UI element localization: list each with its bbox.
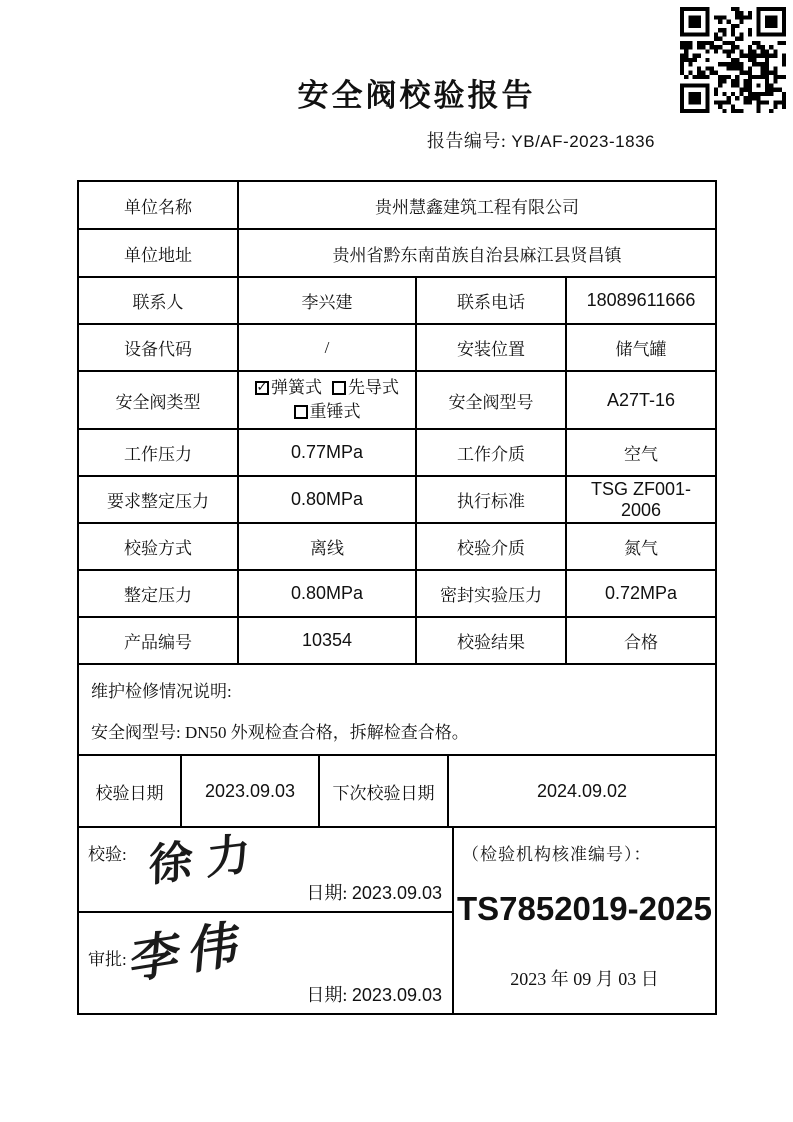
unit-name-value: 贵州慧鑫建筑工程有限公司 xyxy=(375,197,579,217)
verify-signature-handwriting: 徐力 xyxy=(148,827,265,892)
approval-date: 2023 年 09 月 03 日 xyxy=(510,969,659,989)
contact-value: 李兴建 xyxy=(239,278,417,323)
verify-signature-row xyxy=(79,828,452,913)
phone-value: 18089611666 xyxy=(586,290,696,310)
maintenance-notes-text: 安全阀型号: DN50 外观检查合格，拆解检查合格。 xyxy=(91,722,469,742)
calibration-method-label: 校验方式 xyxy=(79,524,239,569)
set-pressure-value: 0.80MPa xyxy=(239,571,417,616)
working-pressure-label: 工作压力 xyxy=(79,430,239,475)
table-row-unit-name xyxy=(79,182,715,230)
device-code-label: 设备代码 xyxy=(79,325,239,370)
report-table xyxy=(77,180,717,1015)
contact-label: 联系人 xyxy=(79,278,239,323)
result-label: 校验结果 xyxy=(417,618,567,663)
valve-type-checkboxes xyxy=(239,372,417,428)
signature-column xyxy=(79,828,454,1013)
checkbox-checked-icon: ✓ xyxy=(256,379,268,395)
report-number xyxy=(427,127,655,153)
seal-test-pressure-value: 0.72MPa xyxy=(604,583,678,603)
calibration-method-value: 离线 xyxy=(239,524,417,569)
calibration-medium-value: 氮气 xyxy=(624,539,658,558)
checkbox-lever-label: 重锤式 xyxy=(309,401,361,421)
report-number-label: 报告编号: xyxy=(426,131,512,151)
table-row-device-code xyxy=(79,325,715,372)
valve-type-label: 安全阀类型 xyxy=(79,372,239,428)
required-set-pressure-value: 0.80MPa xyxy=(239,477,417,522)
verify-date: 日期: 2023.09.03 xyxy=(306,883,442,903)
seal-test-pressure-label: 密封实验压力 xyxy=(417,571,567,616)
install-location-value: 储气罐 xyxy=(615,340,667,359)
checkbox-pilot-label: 先导式 xyxy=(348,378,399,398)
table-row-calibration-method xyxy=(79,524,715,571)
report-number-value: YB/AF-2023-1836 xyxy=(511,132,655,151)
next-calibration-date-label: 下次校验日期 xyxy=(320,756,449,826)
maintenance-notes xyxy=(79,665,715,754)
table-row-product-no xyxy=(79,618,715,665)
approve-date: 日期: 2023.09.03 xyxy=(306,985,442,1005)
table-row-unit-address xyxy=(79,230,715,278)
standard-value: TSG ZF001-2006 xyxy=(590,478,692,520)
table-row-set-pressure xyxy=(79,571,715,618)
set-pressure-label: 整定压力 xyxy=(79,571,239,616)
checkbox-spring-type xyxy=(255,378,322,398)
checkbox-spring-label: 弹簧式 xyxy=(271,378,322,398)
next-calibration-date-value: 2024.09.02 xyxy=(536,780,628,801)
checkbox-unchecked-icon xyxy=(332,381,346,395)
signature-section xyxy=(79,828,715,1013)
calibration-date-value: 2023.09.03 xyxy=(182,756,320,826)
verify-label: 校验: xyxy=(88,845,127,864)
valve-model-label: 安全阀型号 xyxy=(417,372,567,428)
checkbox-unchecked-icon xyxy=(294,405,308,419)
approval-org-label: （检验机构核准编号）： xyxy=(462,845,652,864)
approve-signature-row xyxy=(79,913,452,1013)
approval-number: TS7852019-2025 xyxy=(456,890,713,927)
table-row-maintenance-notes xyxy=(79,665,715,756)
qr-code-icon xyxy=(679,7,787,113)
working-pressure-value: 0.77MPa xyxy=(239,430,417,475)
calibration-medium-label: 校验介质 xyxy=(417,524,567,569)
unit-address-value: 贵州省黔东南苗族自治县麻江县贤昌镇 xyxy=(332,245,622,265)
approve-signature-handwriting: 李伟 xyxy=(128,913,252,990)
install-location-label: 安装位置 xyxy=(417,325,567,370)
table-row-contact xyxy=(79,278,715,325)
working-medium-value: 空气 xyxy=(624,445,658,464)
phone-label: 联系电话 xyxy=(417,278,567,323)
unit-name-label: 单位名称 xyxy=(79,182,239,228)
device-code-value: / xyxy=(239,325,417,370)
table-row-dates xyxy=(79,756,715,828)
table-row-valve-type xyxy=(79,372,715,430)
maintenance-notes-title: 维护检修情况说明: xyxy=(91,681,232,701)
table-row-working-pressure xyxy=(79,430,715,477)
checkbox-pilot-type xyxy=(332,378,399,398)
working-medium-label: 工作介质 xyxy=(417,430,567,475)
product-no-label: 产品编号 xyxy=(79,618,239,663)
approval-block xyxy=(454,828,715,1013)
calibration-date-label: 校验日期 xyxy=(79,756,182,826)
unit-address-label: 单位地址 xyxy=(79,230,239,276)
page-title: 安全阀校验报告 xyxy=(297,78,536,113)
product-no-value: 10354 xyxy=(239,618,417,663)
result-value: 合格 xyxy=(624,633,658,652)
table-row-required-set-pressure xyxy=(79,477,715,524)
valve-model-value: A27T-16 xyxy=(606,389,676,410)
checkbox-lever-type xyxy=(294,402,361,422)
required-set-pressure-label: 要求整定压力 xyxy=(79,477,239,522)
approve-label: 审批: xyxy=(88,950,127,969)
standard-label: 执行标准 xyxy=(417,477,567,522)
